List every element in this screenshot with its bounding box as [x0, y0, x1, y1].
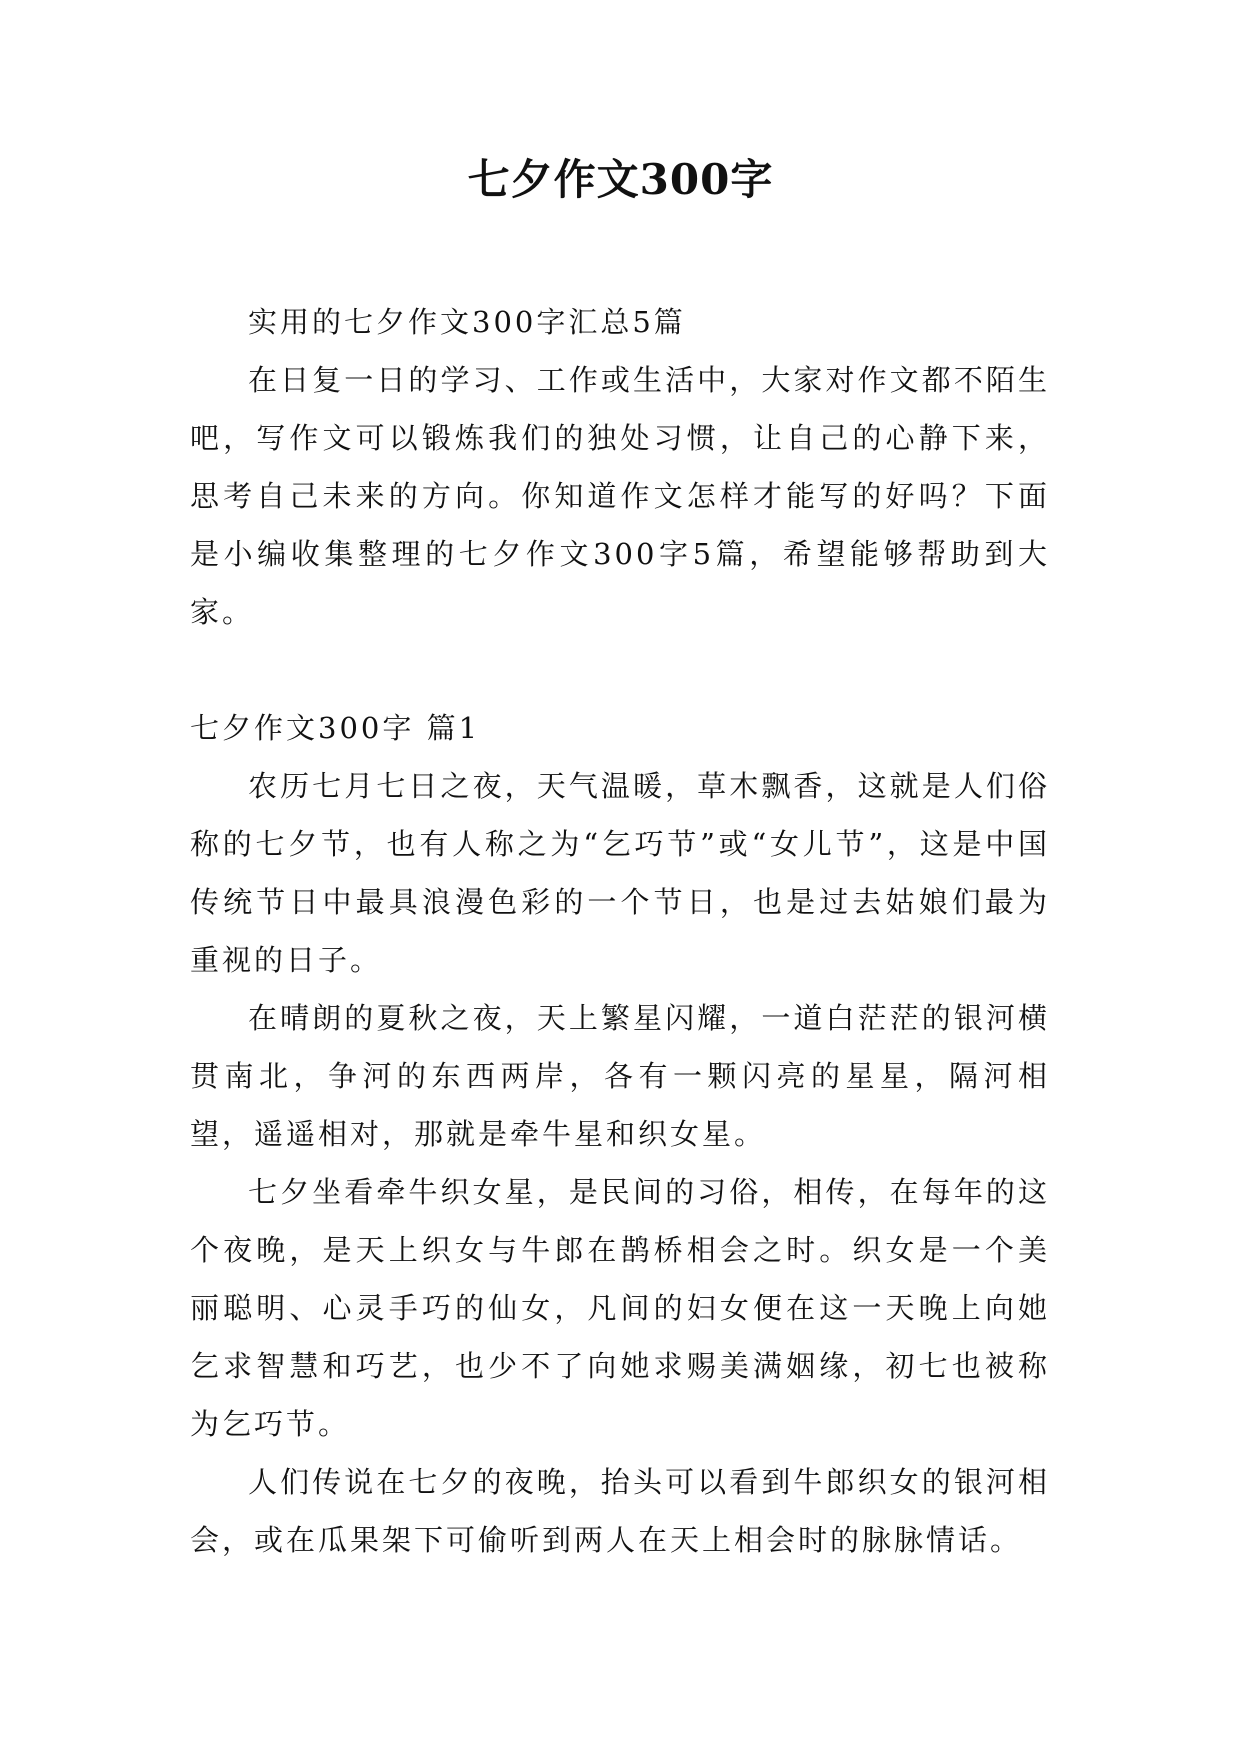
document-body: [190, 293, 1050, 1569]
document-subtitle: 实用的七夕作文300字汇总5篇: [248, 305, 686, 339]
intro-paragraph: 在日复一日的学习、工作或生活中，大家对作文都不陌生吧，写作文可以锻炼我们的独处习惯，让自己的心静下来，思考自己未来的方向。你知道作文怎样才能写的好吗？下面是小编收集整理的七夕作文300字5篇，希望能够帮助到大家。: [190, 363, 1050, 629]
body-paragraph: 农历七月七日之夜，天气温暖，草木飘香，这就是人们俗称的七夕节，也有人称之为“乞巧节”或“女儿节”，这是中国传统节日中最具浪漫色彩的一个节日，也是过去姑娘们最为重视的日子。: [190, 769, 1050, 977]
section-heading: 七夕作文300字 篇1: [190, 711, 481, 745]
body-paragraph: 在晴朗的夏秋之夜，天上繁星闪耀，一道白茫茫的银河横贯南北，争河的东西两岸，各有一颗闪亮的星星，隔河相望，遥遥相对，那就是牵牛星和织女星。: [190, 1001, 1050, 1151]
body-paragraph: 人们传说在七夕的夜晚，抬头可以看到牛郎织女的银河相会，或在瓜果架下可偷听到两人在天上相会时的脉脉情话。: [190, 1465, 1050, 1557]
document-title: 七夕作文300字: [467, 155, 774, 204]
body-paragraph: 七夕坐看牵牛织女星，是民间的习俗，相传，在每年的这个夜晚，是天上织女与牛郎在鹊桥相会之时。织女是一个美丽聪明、心灵手巧的仙女，凡间的妇女便在这一天晚上向她乞求智慧和巧艺，也少不了向她求赐美满姻缘，初七也被称为乞巧节。: [190, 1175, 1050, 1441]
